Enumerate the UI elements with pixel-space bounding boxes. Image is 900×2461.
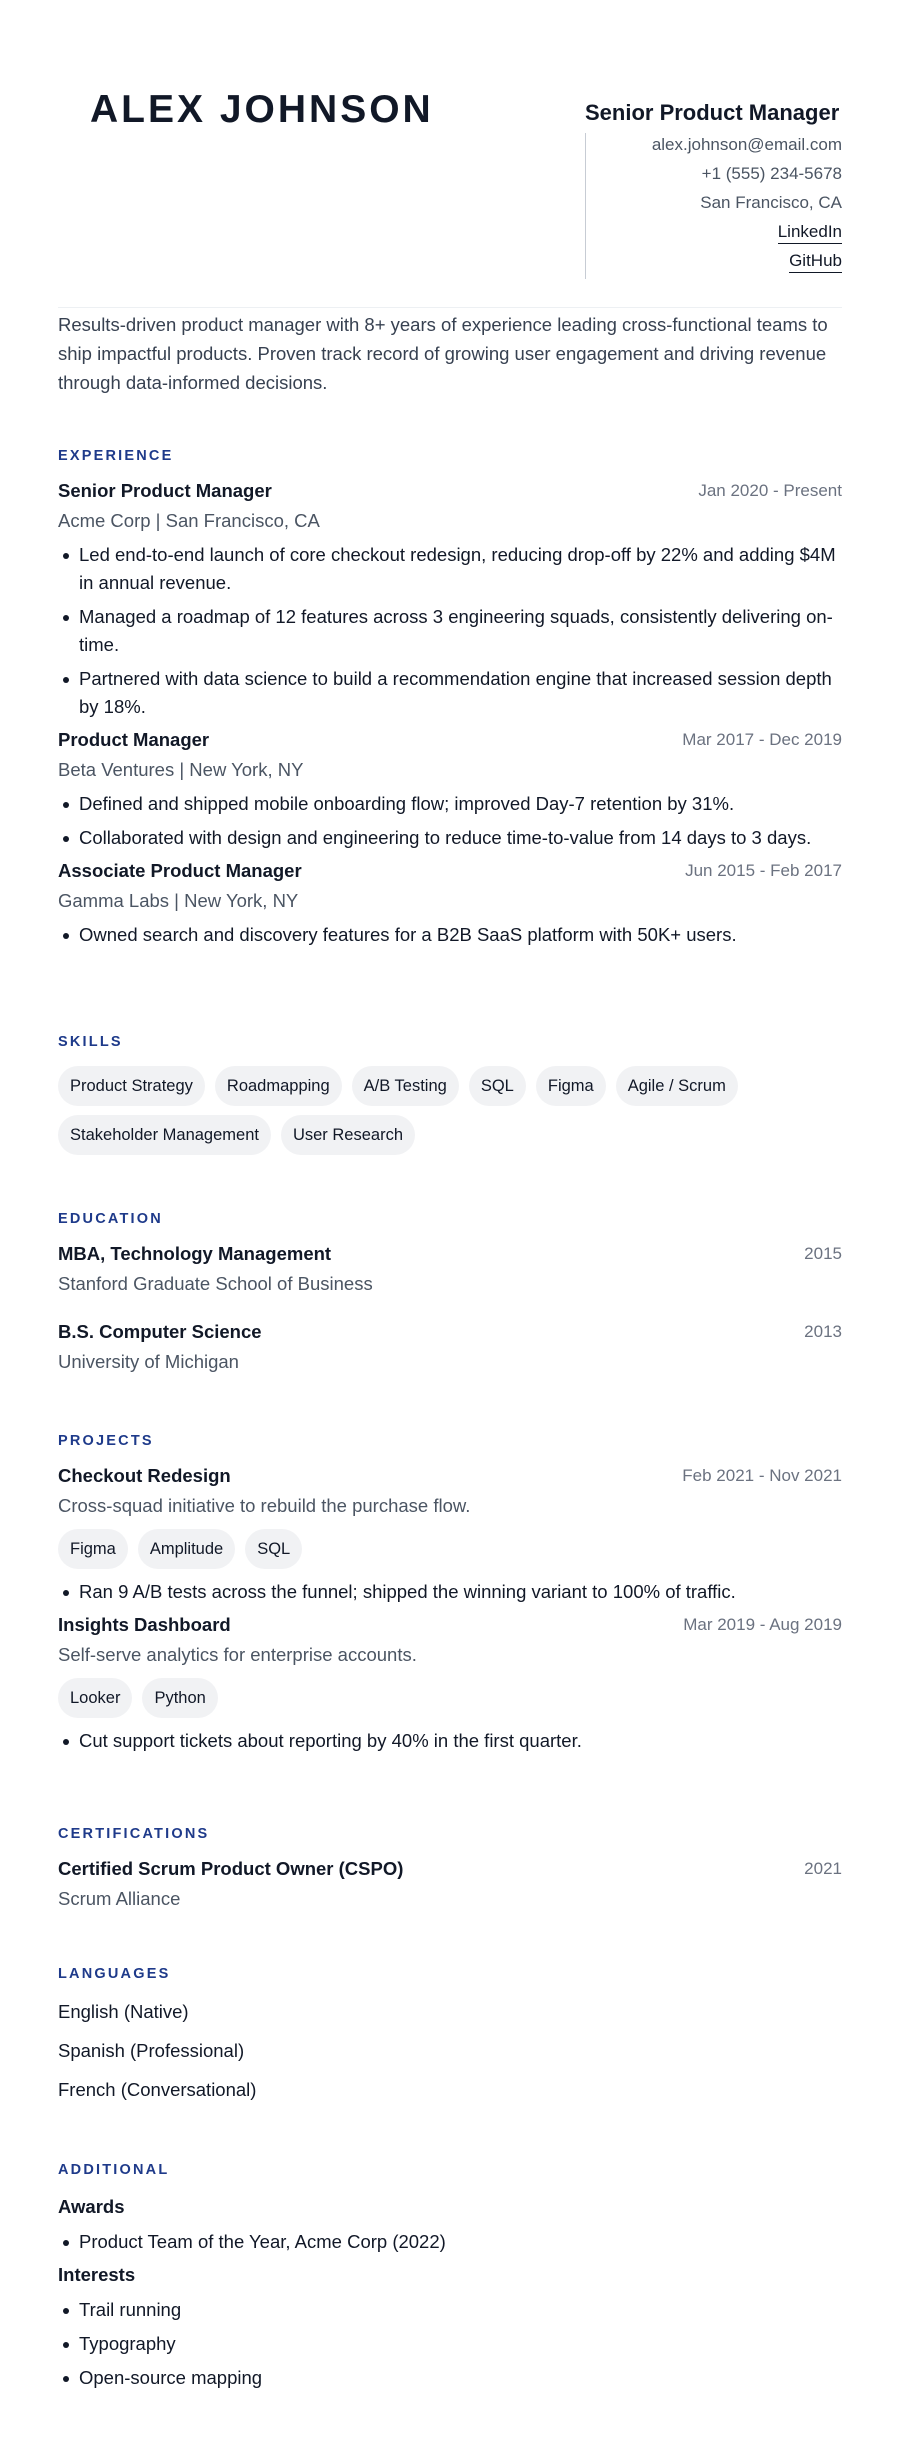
section-title-additional: ADDITIONAL — [58, 2162, 170, 2178]
school: Stanford Graduate School of Business — [58, 1273, 373, 1294]
skill-chip: SQL — [469, 1066, 526, 1106]
project-description: Self-serve analytics for enterprise accounts. — [58, 1644, 417, 1665]
bullet-item: Partnered with data science to build a recommendation engine that increased session depth by 18%. — [58, 665, 842, 721]
job-dates: Jun 2015 - Feb 2017 — [685, 861, 842, 880]
project-tools — [58, 1529, 842, 1578]
interest-item: Typography — [58, 2330, 842, 2358]
projects-section — [58, 1433, 842, 1761]
graduation-year: 2013 — [804, 1322, 842, 1341]
bullet-item: Ran 9 A/B tests across the funnel; shipped the winning variant to 100% of traffic. — [58, 1578, 842, 1606]
bullet-item: Defined and shipped mobile onboarding flow; improved Day-7 retention by 31%. — [58, 790, 842, 818]
linkedin-link[interactable]: LinkedIn — [592, 221, 842, 247]
graduation-year: 2015 — [804, 1244, 842, 1263]
bullet-item: Owned search and discovery features for a B2B SaaS platform with 50K+ users. — [58, 921, 842, 949]
awards-heading: Awards — [58, 2196, 125, 2217]
degree: MBA, Technology Management — [58, 1243, 332, 1264]
header-divider — [58, 307, 842, 308]
certification-year: 2021 — [804, 1859, 842, 1878]
job-title: Senior Product Manager — [585, 100, 840, 125]
job-bullets — [58, 790, 842, 852]
contact-email[interactable]: alex.johnson@email.com — [651, 135, 842, 154]
project-bullets — [58, 1578, 842, 1606]
job-dates: Mar 2017 - Dec 2019 — [682, 730, 842, 749]
skill-chip: User Research — [281, 1115, 415, 1155]
project-dates: Mar 2019 - Aug 2019 — [683, 1615, 842, 1634]
skill-chip: Figma — [536, 1066, 606, 1106]
tool-chip: Looker — [58, 1678, 132, 1718]
skills-list — [58, 1066, 758, 1164]
job-title: Associate Product Manager — [58, 860, 302, 881]
tool-chip: Python — [142, 1678, 217, 1718]
project-name: Checkout Redesign — [58, 1465, 231, 1486]
interest-item: Trail running — [58, 2296, 842, 2324]
award-item: Product Team of the Year, Acme Corp (2022) — [58, 2228, 842, 2256]
bullet-item: Cut support tickets about reporting by 40% in the first quarter. — [58, 1727, 842, 1755]
skill-chip: Roadmapping — [215, 1066, 342, 1106]
certification-issuer: Scrum Alliance — [58, 1888, 181, 1909]
section-title-experience: EXPERIENCE — [58, 448, 174, 464]
interests-list — [58, 2296, 842, 2392]
language-item: English (Native) — [58, 2001, 189, 2022]
skill-chip: Stakeholder Management — [58, 1115, 271, 1155]
job-company: Gamma Labs | New York, NY — [58, 890, 299, 911]
experience-section — [58, 448, 842, 955]
job-company: Acme Corp | San Francisco, CA — [58, 510, 320, 531]
section-title-skills: SKILLS — [58, 1034, 123, 1050]
github-link[interactable]: GitHub — [592, 250, 842, 276]
resume-header — [58, 0, 842, 300]
job-title: Senior Product Manager — [58, 480, 272, 501]
job-bullets — [58, 921, 842, 949]
contact-list — [592, 134, 842, 279]
section-title-languages: LANGUAGES — [58, 1966, 171, 1982]
contact-location: San Francisco, CA — [700, 193, 842, 212]
skill-chip: A/B Testing — [352, 1066, 459, 1106]
project-entry — [58, 1614, 842, 1755]
bullet-item: Collaborated with design and engineering to reduce time-to-value from 14 days to 3 days. — [58, 824, 842, 852]
skills-section — [58, 1034, 842, 1164]
job-dates: Jan 2020 - Present — [698, 481, 842, 500]
section-title-education: EDUCATION — [58, 1211, 163, 1227]
section-title-projects: PROJECTS — [58, 1433, 154, 1449]
education-section — [58, 1211, 842, 1377]
section-title-certifications: CERTIFICATIONS — [58, 1826, 210, 1842]
certification-name: Certified Scrum Product Owner (CSPO) — [58, 1858, 404, 1879]
job-company: Beta Ventures | New York, NY — [58, 759, 304, 780]
awards-list — [58, 2228, 842, 2256]
languages-section — [58, 1966, 842, 2115]
certifications-section — [58, 1826, 842, 1914]
job-entry — [58, 729, 842, 852]
job-entry — [58, 860, 842, 949]
contact-divider — [585, 133, 586, 279]
tool-chip: SQL — [245, 1529, 302, 1569]
project-dates: Feb 2021 - Nov 2021 — [682, 1466, 842, 1485]
project-bullets — [58, 1727, 842, 1755]
education-entry — [58, 1321, 842, 1377]
language-item: French (Conversational) — [58, 2079, 257, 2100]
skill-chip: Agile / Scrum — [616, 1066, 738, 1106]
project-description: Cross-squad initiative to rebuild the purchase flow. — [58, 1495, 471, 1516]
tool-chip: Figma — [58, 1529, 128, 1569]
job-entry — [58, 480, 842, 721]
school: University of Michigan — [58, 1351, 239, 1372]
candidate-name: ALEX JOHNSON — [90, 88, 434, 131]
tool-chip: Amplitude — [138, 1529, 235, 1569]
contact-phone: +1 (555) 234-5678 — [701, 164, 842, 183]
job-title: Product Manager — [58, 729, 210, 750]
additional-section — [58, 2162, 842, 2398]
degree: B.S. Computer Science — [58, 1321, 262, 1342]
certification-entry — [58, 1858, 842, 1914]
bullet-item: Managed a roadmap of 12 features across 3 engineering squads, consistently delivering on-time. — [58, 603, 842, 659]
skill-chip: Product Strategy — [58, 1066, 205, 1106]
project-entry — [58, 1465, 842, 1606]
job-bullets — [58, 541, 842, 721]
interests-heading: Interests — [58, 2264, 136, 2285]
interest-item: Open-source mapping — [58, 2364, 842, 2392]
project-tools — [58, 1678, 842, 1727]
summary: Results-driven product manager with 8+ years of experience leading cross-functional teams to ship impactful products. Proven track record of growing user engagement and driving revenue through data-informed decisions. — [58, 314, 828, 393]
education-entry — [58, 1243, 842, 1299]
project-name: Insights Dashboard — [58, 1614, 231, 1635]
bullet-item: Led end-to-end launch of core checkout redesign, reducing drop-off by 22% and adding $4M in annual revenue. — [58, 541, 842, 597]
language-item: Spanish (Professional) — [58, 2040, 245, 2061]
